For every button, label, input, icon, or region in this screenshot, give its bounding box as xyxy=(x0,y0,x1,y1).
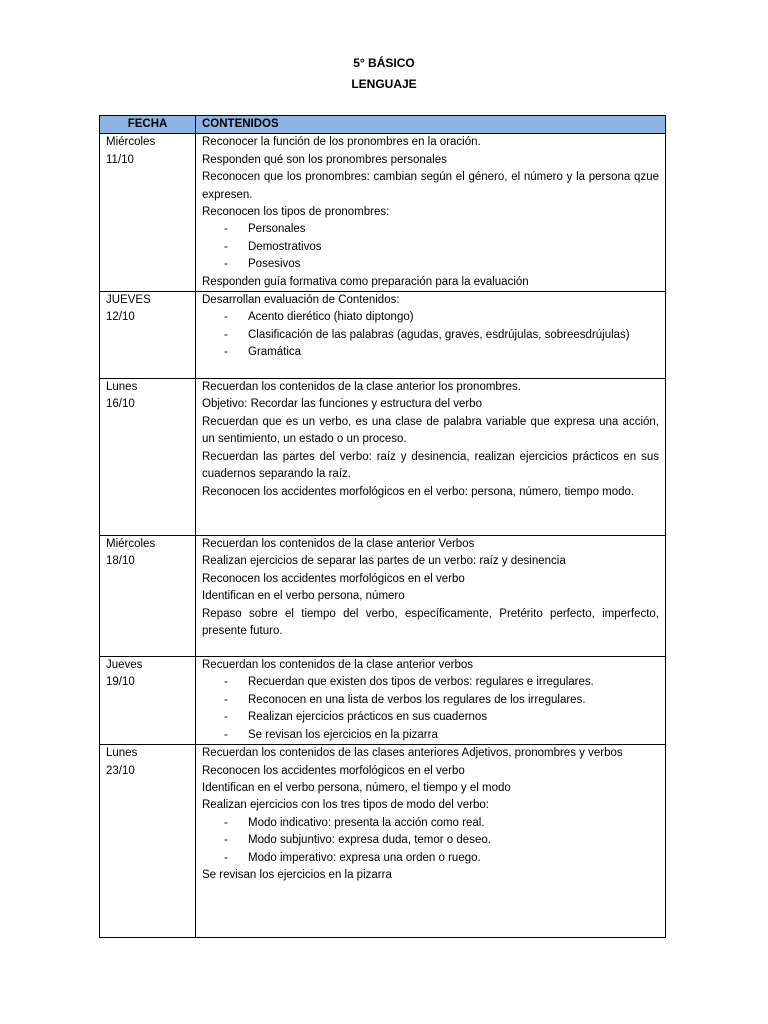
content-line: Identifican en el verbo persona, número, el tiempo y el modo xyxy=(202,781,511,794)
document-subject-title: LENGUAJE xyxy=(351,77,417,91)
column-header-contenidos: CONTENIDOS xyxy=(196,116,666,134)
content-line: Objetivo: Recordar las funciones y estructura del verbo xyxy=(202,398,482,411)
bullet-item: - Recuerdan que existen dos tipos de verbos: regulares e irregulares. xyxy=(202,674,659,691)
content-line: Recuerdan que es un verbo, es una clase de palabra variable que expresa una acción, un sentimiento, un estado o un proceso. xyxy=(202,415,659,446)
content-line: Reconocen los accidentes morfológicos en el verbo xyxy=(202,572,465,585)
content-line: Recuerdan los contenidos de la clase anterior verbos xyxy=(202,659,474,672)
contents-cell xyxy=(196,657,666,745)
contents-cell xyxy=(196,745,666,938)
date-label: 12/10 xyxy=(106,311,135,324)
lesson-plan-table xyxy=(99,115,666,938)
bullet-item: - Acento dierético (hiato diptongo) xyxy=(202,309,659,326)
content-line: Desarrollan evaluación de Contenidos: xyxy=(202,294,400,307)
bullet-item: - Modo subjuntivo: expresa duda, temor o deseo. xyxy=(202,832,659,849)
date-cell xyxy=(100,379,196,536)
bullet-item: - Clasificación de las palabras (agudas, graves, esdrújulas, sobreesdrújulas) xyxy=(202,327,659,344)
content-line: Reconocen que los pronombres: cambian según el género, el número y la persona qzue expresen. xyxy=(202,171,659,201)
bullet-item: - Demostrativos xyxy=(202,239,659,256)
content-line: Identifican en el verbo persona, número xyxy=(202,590,405,603)
bullet-item: - Posesivos xyxy=(202,256,659,273)
table-row xyxy=(100,292,666,379)
weekday-label: Lunes xyxy=(106,381,138,394)
date-label: 23/10 xyxy=(106,764,135,777)
content-line: Realizan ejercicios con los tres tipos de modo del verbo: xyxy=(202,799,490,812)
weekday-label: JUEVES xyxy=(106,294,151,307)
table-row xyxy=(100,536,666,657)
document-grade-title: 5° BÁSICO xyxy=(353,56,415,70)
table-row xyxy=(100,657,666,745)
table-row xyxy=(100,134,666,292)
contents-cell xyxy=(196,134,666,292)
content-line: Se revisan los ejercicios en la pizarra xyxy=(202,868,392,881)
bullet-item: - Reconocen en una lista de verbos los regulares de los irregulares. xyxy=(202,692,659,709)
content-line: Reconocen los accidentes morfológicos en el verbo xyxy=(202,764,465,777)
date-label: 16/10 xyxy=(106,398,135,411)
content-line: Realizan ejercicios de separar las partes de un verbo: raíz y desinencia xyxy=(202,555,566,568)
weekday-label: Lunes xyxy=(106,747,138,760)
date-cell xyxy=(100,292,196,379)
bullet-item: - Modo indicativo: presenta la acción como real. xyxy=(202,815,659,832)
content-line: Reconocer la función de los pronombres en la oración. xyxy=(202,136,481,149)
bullet-item: - Personales xyxy=(202,221,659,238)
contents-cell xyxy=(196,379,666,536)
weekday-label: Miércoles xyxy=(106,136,156,149)
table-row xyxy=(100,745,666,938)
column-header-fecha: FECHA xyxy=(100,116,196,134)
date-label: 11/10 xyxy=(106,153,134,166)
date-cell xyxy=(100,657,196,745)
content-line: Repaso sobre el tiempo del verbo, específicamente, Pretérito perfecto, imperfecto, presente futuro. xyxy=(202,607,659,638)
weekday-label: Miércoles xyxy=(106,538,156,551)
date-cell xyxy=(100,745,196,938)
contents-cell xyxy=(196,292,666,379)
content-line: Recuerdan los contenidos de las clases anteriores Adjetivos, pronombres y verbos xyxy=(202,747,623,760)
table-row xyxy=(100,379,666,536)
content-line: Reconocen los tipos de pronombres: xyxy=(202,206,390,219)
date-label: 19/10 xyxy=(106,676,135,689)
date-label: 18/10 xyxy=(106,555,135,568)
content-line: Recuerdan las partes del verbo: raíz y desinencia, realizan ejercicios prácticos en sus cuadernos separando la raíz. xyxy=(202,450,659,481)
content-line: Recuerdan los contenidos de la clase anterior Verbos xyxy=(202,538,475,551)
bullet-item: - Realizan ejercicios prácticos en sus cuadernos xyxy=(202,709,659,726)
weekday-label: Jueves xyxy=(106,659,143,672)
contents-cell xyxy=(196,536,666,657)
bullet-item: - Gramática xyxy=(202,344,659,361)
content-line: Responden guía formativa como preparación para la evaluación xyxy=(202,275,529,288)
content-line: Recuerdan los contenidos de la clase anterior los pronombres. xyxy=(202,381,521,394)
bullet-item: - Se revisan los ejercicios en la pizarra xyxy=(202,727,659,744)
date-cell xyxy=(100,134,196,292)
table-header-row xyxy=(100,116,666,134)
content-line: Reconocen los accidentes morfológicos en el verbo: persona, número, tiempo modo. xyxy=(202,485,635,498)
bullet-item: - Modo imperativo: expresa una orden o ruego. xyxy=(202,850,659,867)
date-cell xyxy=(100,536,196,657)
content-line: Responden qué son los pronombres personales xyxy=(202,153,447,166)
